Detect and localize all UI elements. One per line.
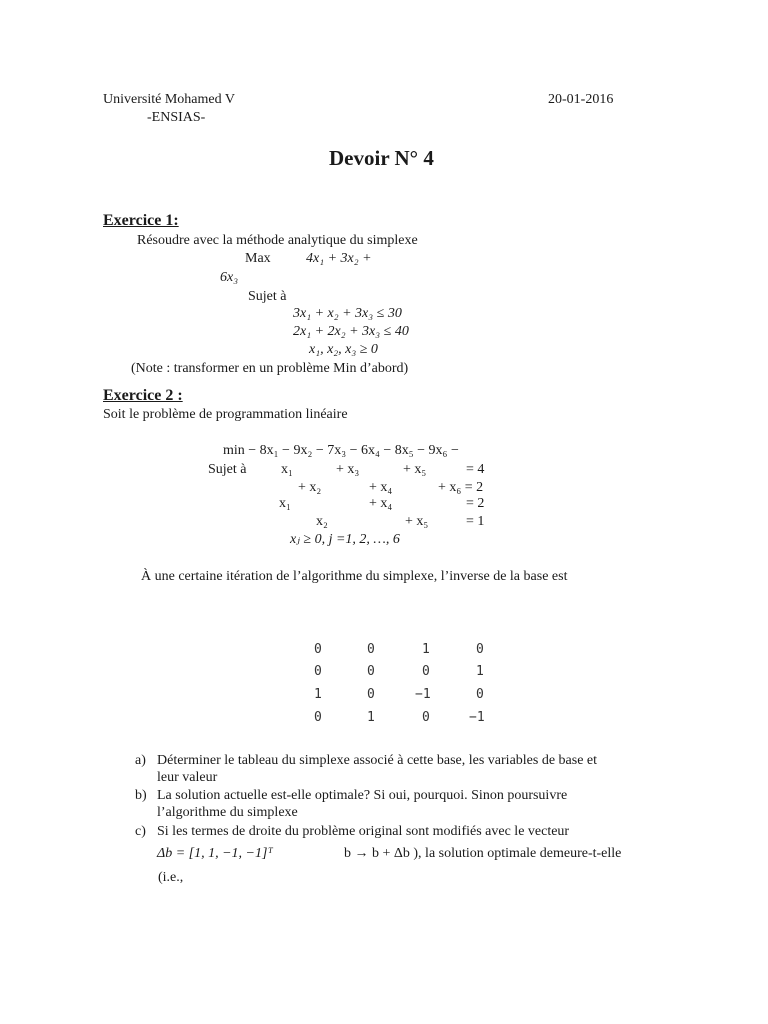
item-c-text-end: (i.e., — [158, 870, 184, 885]
matrix-cell: 0 — [314, 664, 322, 679]
document-date: 20-01-2016 — [548, 92, 614, 107]
row1-rhs: = 4 — [466, 462, 485, 477]
matrix-cell: 0 — [314, 642, 322, 657]
page-title: Devoir N° 4 — [329, 146, 434, 170]
matrix-cell: 1 — [476, 664, 484, 679]
matrix-cell: 1 — [314, 687, 322, 702]
school-name: -ENSIAS- — [147, 110, 206, 125]
row4-term-a: x₂ — [316, 514, 328, 529]
matrix-cell: 0 — [367, 642, 375, 657]
row3-term-a: x₁ — [279, 496, 291, 511]
matrix-cell: 0 — [476, 642, 484, 657]
nonnegativity-constraint: x₁, x₂, x₃ ≥ 0 — [309, 342, 378, 357]
item-b-text-cont: l’algorithme du simplexe — [157, 805, 298, 820]
row2-term-c: + x₆ = 2 — [438, 480, 484, 495]
min-objective: min − 8x₁ − 9x₂ − 7x₃ − 6x₄ − 8x₅ − 9x₆ − — [223, 443, 459, 458]
item-a-text: Déterminer le tableau du simplexe associé à cette base, les variables de base et — [157, 753, 598, 768]
nonnegativity-xj: xⱼ ≥ 0, j =1, 2, …, 6 — [290, 532, 400, 547]
item-b-text: La solution actuelle est-elle optimale? Si oui, pourquoi. Sinon poursuivre — [157, 788, 568, 803]
matrix-cell: 1 — [422, 642, 430, 657]
matrix-cell: −1 — [469, 710, 485, 725]
row2-term-a: + x₂ — [298, 480, 322, 495]
row4-rhs: = 1 — [466, 514, 485, 529]
item-c-delta-b: Δb = [1, 1, −1, −1]ᵀ — [157, 846, 273, 861]
matrix-cell: 0 — [422, 710, 430, 725]
subject-to: Sujet à — [248, 289, 287, 304]
matrix-cell: 0 — [422, 664, 430, 679]
exercise-1-note: (Note : transformer en un problème Min d’abord) — [131, 361, 409, 376]
row3-rhs: = 2 — [466, 496, 485, 511]
matrix-cell: 1 — [367, 710, 375, 725]
matrix-cell: −1 — [415, 687, 431, 702]
exercise-2-heading: Exercice 2 : — [103, 387, 183, 404]
item-a-text-cont: leur valeur — [157, 770, 218, 785]
item-a-marker: a) — [135, 753, 146, 768]
exercise-1-heading: Exercice 1: — [103, 212, 179, 229]
constraint-2: 2x₁ + 2x₂ + 3x₃ ≤ 40 — [293, 324, 409, 339]
objective-function: 4x₁ + 3x₂ + — [306, 251, 372, 266]
constraint-1: 3x₁ + x₂ + 3x₃ ≤ 30 — [293, 306, 402, 321]
item-c-text: Si les termes de droite du problème original sont modifiés avec le vecteur — [157, 824, 570, 839]
max-keyword: Max — [245, 251, 271, 266]
row1-term-a: x₁ — [281, 462, 293, 477]
exercise-2-intro: Soit le problème de programmation linéaire — [103, 407, 348, 422]
objective-continued: 6x₃ — [220, 270, 239, 285]
row3-term-b: + x₄ — [369, 496, 393, 511]
row2-term-b: + x₄ — [369, 480, 393, 495]
item-c-text-cont: b → b + Δb ), la solution optimale demeure-t-elle — [344, 846, 622, 861]
base-inverse-text: À une certaine itération de l’algorithme du simplexe, l’inverse de la base est — [141, 569, 568, 584]
matrix-cell: 0 — [314, 710, 322, 725]
matrix-cell: 0 — [367, 664, 375, 679]
row1-term-b: + x₃ — [336, 462, 360, 477]
row1-term-c: + x₅ — [403, 462, 427, 477]
university-name: Université Mohamed V — [103, 92, 235, 107]
matrix-cell: 0 — [476, 687, 484, 702]
item-c-marker: c) — [135, 824, 146, 839]
matrix-cell: 0 — [367, 687, 375, 702]
row4-term-b: + x₅ — [405, 514, 429, 529]
item-b-marker: b) — [135, 788, 147, 803]
exercise-1-intro: Résoudre avec la méthode analytique du simplexe — [137, 233, 418, 248]
subject-to-2: Sujet à — [208, 462, 247, 477]
